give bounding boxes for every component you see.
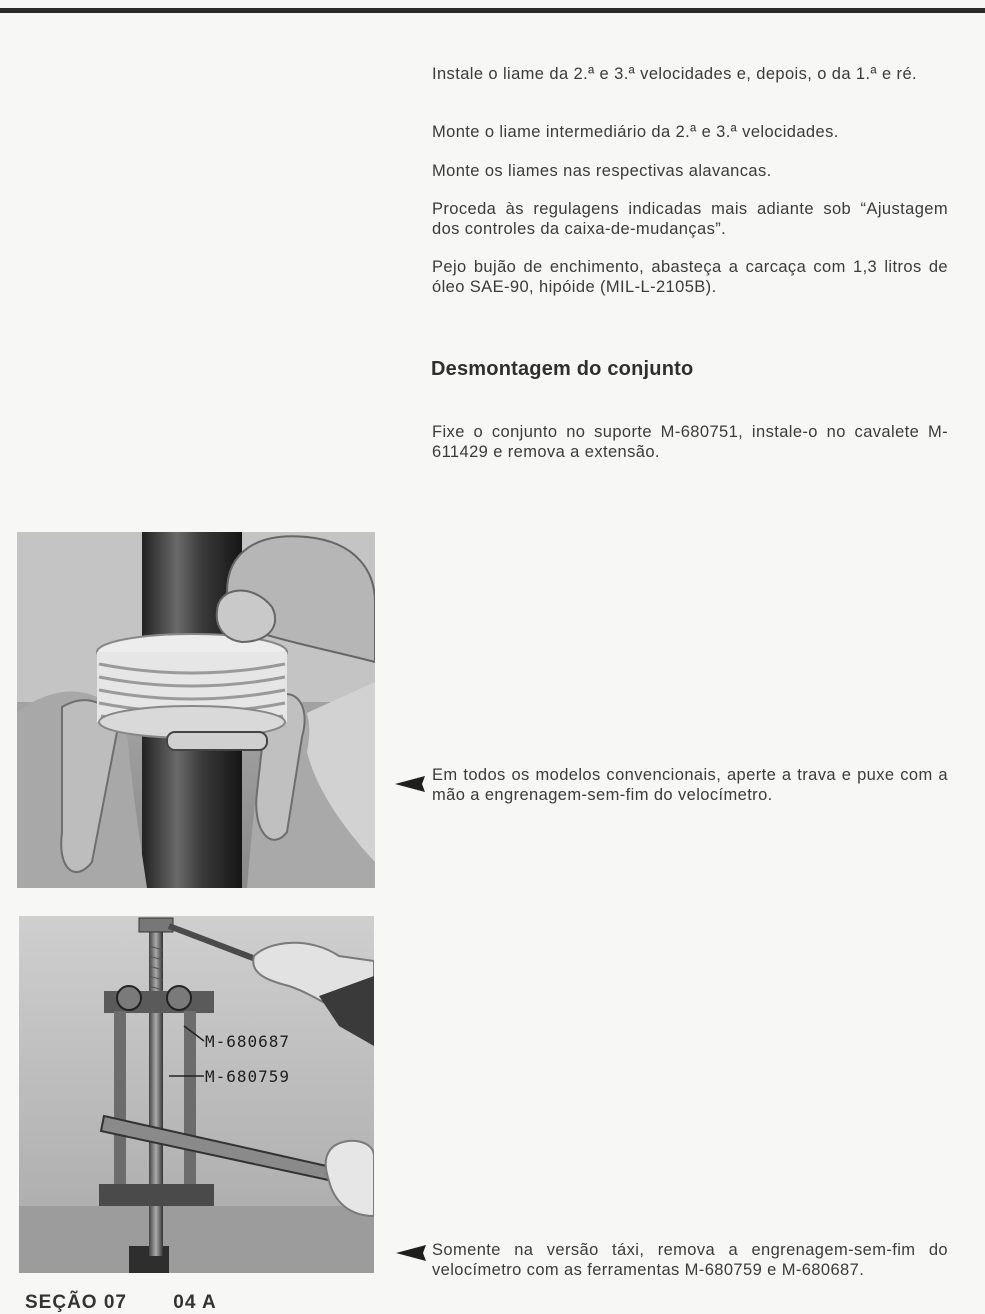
figure-2-photo (19, 916, 374, 1273)
tool-label-m680687: M-680687 (205, 1032, 291, 1051)
figure-1-photo (17, 532, 375, 888)
paragraph-3: Monte os liames nas respectivas alavancas. (432, 162, 772, 180)
section-heading: Desmontagem do conjunto (431, 358, 694, 380)
footer-page-number: 04 A (173, 1292, 217, 1313)
figure-2-pointer-icon (396, 1243, 430, 1263)
footer-section: SEÇÃO 07 (25, 1292, 127, 1313)
header-logo (0, 0, 365, 6)
paragraph-5: Pejo bujão de enchimento, abasteça a carcaça com 1,3 litros de óleo SAE-90, hipóide (MIL-L-2105B). (432, 258, 948, 296)
page-footer (25, 1292, 217, 1314)
figure-1-caption: Em todos os modelos convencionais, aperte a trava e puxe com a mão a engrenagem-sem-fim do velocímetro. (432, 766, 948, 804)
tool-label-m680759: M-680759 (205, 1067, 291, 1086)
paragraph-2: Monte o liame intermediário da 2.ª e 3.ª velocidades. (432, 123, 839, 141)
figure-2-caption: Somente na versão táxi, remova a engrenagem-sem-fim do velocímetro com as ferramentas M-680759 e M-680687. (432, 1241, 948, 1279)
section-paragraph: Fixe o conjunto no suporte M-680751, instale-o no cavalete M-611429 e remova a extensão. (432, 423, 948, 461)
paragraph-1: Instale o liame da 2.ª e 3.ª velocidades e, depois, o da 1.ª e ré. (432, 65, 917, 83)
paragraph-4: Proceda às regulagens indicadas mais adiante sob “Ajustagem dos controles da caixa-de-mudanças”. (432, 200, 948, 238)
header-rule (0, 8, 985, 13)
figure-1-pointer-icon (395, 774, 429, 794)
header-bar (0, 0, 985, 14)
